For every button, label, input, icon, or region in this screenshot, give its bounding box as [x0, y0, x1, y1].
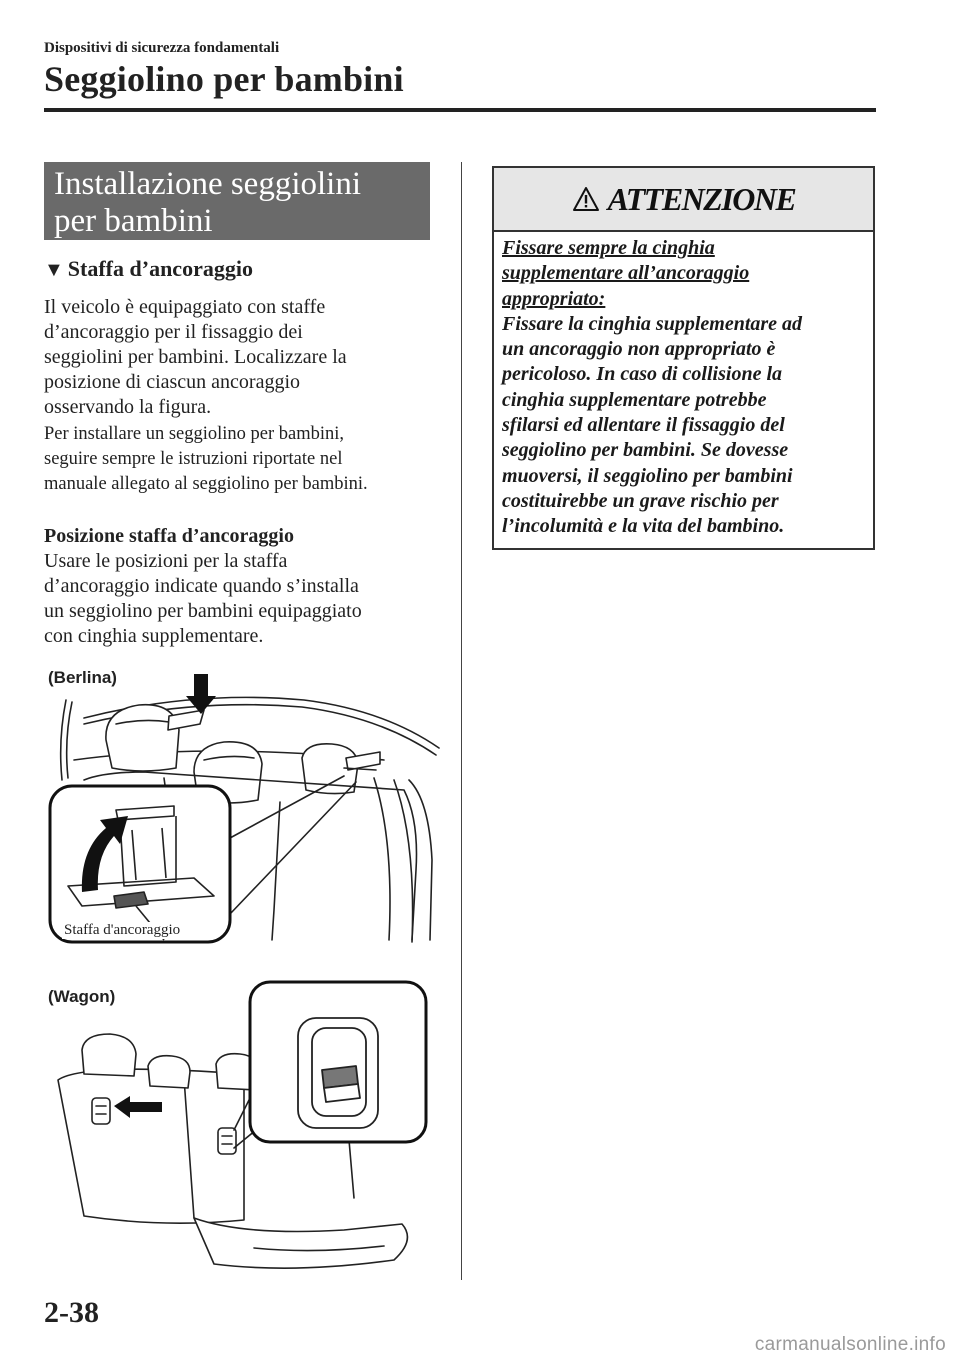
paragraph-instructions: [44, 422, 444, 497]
section-banner-line2: per bambini: [54, 203, 213, 239]
text-line: seguire sempre le istruzioni riportate nel: [44, 449, 343, 469]
triangle-marker-icon: ▼: [44, 259, 64, 281]
warning-underlined-line: supplementare all’ancoraggio: [502, 262, 750, 285]
sedan-seat-illustration: [44, 660, 444, 950]
text-line: osservando la figura.: [44, 396, 212, 418]
paragraph-position: [44, 524, 444, 649]
callout-anchor-bracket: Staffa d'ancoraggio: [64, 922, 181, 938]
figure-label-wagon: (Wagon): [48, 987, 116, 1006]
warning-triangle-icon: [572, 186, 600, 212]
text-line: d’ancoraggio per il fissaggio dei: [44, 321, 303, 343]
page-number: 2-38: [44, 1296, 99, 1329]
watermark: carmanualsonline.info: [754, 1334, 946, 1355]
warning-header: [494, 168, 873, 232]
warning-text-line: costituirebbe un grave rischio per: [502, 489, 779, 512]
paragraph-heading: Posizione staffa d’ancoraggio: [44, 525, 294, 547]
text-line: Usare le posizioni per la staffa: [44, 550, 288, 572]
subheading: [44, 256, 253, 282]
warning-text-line: seggiolino per bambini. Se dovesse: [502, 439, 789, 462]
section-banner: [44, 162, 430, 240]
warning-text-line: Fissare la cinghia supplementare ad: [502, 312, 803, 335]
text-line: seggiolini per bambini. Localizzare la: [44, 346, 347, 368]
warning-underlined-line: Fissare sempre la cinghia: [502, 237, 715, 259]
text-line: con cinghia supplementare.: [44, 625, 264, 647]
warning-box: [492, 166, 875, 550]
figure-label-sedan: (Berlina): [48, 668, 117, 687]
warning-text-line: cinghia supplementare potrebbe: [502, 388, 767, 411]
column-divider: [461, 162, 462, 1280]
warning-text-line: muoversi, il seggiolino per bambini: [502, 464, 793, 487]
warning-text-line: sfilarsi ed allentare il fissaggio del: [502, 414, 785, 437]
warning-text-line: pericoloso. In caso di collisione la: [502, 363, 782, 386]
text-line: manuale allegato al seggiolino per bambini.: [44, 474, 368, 494]
warning-underlined-line: appropriato:: [502, 287, 606, 310]
section-banner-line1: Installazione seggiolini: [54, 166, 362, 202]
text-line: Il veicolo è equipaggiato con staffe: [44, 296, 326, 318]
title-rule: [44, 108, 876, 112]
paragraph-intro: [44, 295, 444, 420]
text-line: posizione di ciascun ancoraggio: [44, 371, 301, 393]
text-line: Per installare un seggiolino per bambini,: [44, 424, 345, 444]
subheading-text: Staffa d’ancoraggio: [67, 256, 253, 281]
warning-body: [502, 236, 862, 540]
warning-text-line: un ancoraggio non appropriato è: [502, 338, 776, 361]
page-title: Seggiolino per bambini: [44, 59, 404, 99]
text-line: d’ancoraggio indicate quando s’installa: [44, 575, 359, 597]
warning-title: ATTENZIONE: [607, 180, 796, 217]
breadcrumb: Dispositivi di sicurezza fondamentali: [44, 40, 280, 56]
text-line: un seggiolino per bambini equipaggiato: [44, 600, 362, 622]
warning-text-line: l’incolumità e la vita del bambino.: [502, 515, 785, 538]
wagon-seat-illustration: [44, 978, 434, 1278]
